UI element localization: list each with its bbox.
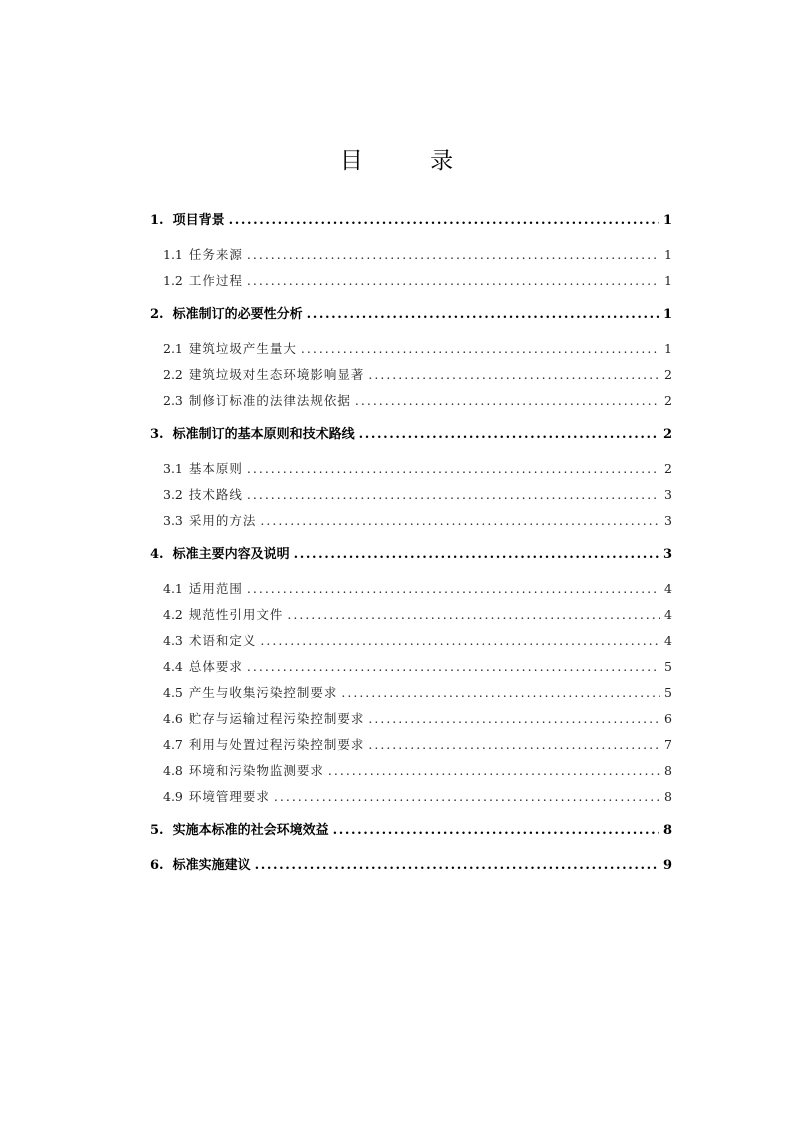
toc-entry[interactable]: [163, 245, 672, 265]
toc-entry[interactable]: [163, 709, 672, 729]
toc-entry-page: 7: [664, 737, 672, 752]
toc-entry-page: 1: [662, 307, 672, 322]
toc-entry-number: 4.4: [163, 659, 183, 674]
toc-entry[interactable]: [163, 579, 672, 599]
toc-entry-title: 适用范围: [188, 581, 243, 596]
toc-entry[interactable]: [163, 761, 672, 781]
toc-entry-number: 3.3: [163, 513, 183, 528]
toc-leader-dots: [247, 485, 660, 505]
toc-entry-number: 2.3: [163, 393, 183, 408]
toc-leader-dots: [260, 631, 660, 651]
toc-entry-title: 制修订标准的法律法规依据: [188, 393, 351, 408]
toc-leader-dots: [301, 339, 660, 359]
toc-entry-title: 标准制订的必要性分析: [172, 307, 303, 322]
toc-leader-dots: [229, 211, 659, 231]
toc-entry-title: 工作过程: [188, 273, 243, 288]
toc-entry-page: 5: [664, 685, 672, 700]
toc-leader-dots: [247, 657, 660, 677]
toc-entry-number: 4.6: [163, 711, 183, 726]
toc-entry-title: 采用的方法: [188, 513, 257, 528]
toc-entry-page: 1: [662, 213, 672, 228]
toc-entry-page: 3: [664, 513, 672, 528]
toc-entry-number: 1.1: [163, 247, 183, 262]
toc-entry-title: 建筑垃圾产生量大: [188, 341, 297, 356]
toc-entry-title: 产生与收集污染控制要求: [188, 685, 338, 700]
toc-leader-dots: [287, 605, 660, 625]
toc-entry-page: 1: [664, 273, 672, 288]
toc-leader-dots: [307, 305, 659, 325]
toc-entry-number: 3.2: [163, 487, 183, 502]
toc-entry-number: 3.1: [163, 461, 183, 476]
toc-entry[interactable]: [163, 787, 672, 807]
toc-entry[interactable]: [163, 271, 672, 291]
toc-leader-dots: [255, 856, 659, 876]
toc-entry-title: 环境和污染物监测要求: [188, 763, 324, 778]
toc-entry-number: 2.2: [163, 367, 183, 382]
toc-entry-title: 标准主要内容及说明: [172, 547, 290, 562]
toc-entry[interactable]: [163, 511, 672, 531]
toc-entry-title: 标准实施建议: [172, 858, 251, 873]
toc-leader-dots: [247, 245, 660, 265]
toc-entry-number: 4.7: [163, 737, 183, 752]
toc-entry-page: 2: [664, 367, 672, 382]
toc-entry-title: 任务来源: [188, 247, 243, 262]
toc-entry[interactable]: [150, 305, 672, 325]
toc-entry-title: 标准制订的基本原则和技术路线: [172, 427, 355, 442]
toc-entry-number: 4.3: [163, 633, 183, 648]
toc-leader-dots: [368, 735, 660, 755]
toc-entry-number: 5.: [150, 823, 164, 838]
toc-entry-page: 4: [664, 633, 672, 648]
toc-entry-number: 4.9: [163, 789, 183, 804]
toc-entry[interactable]: [163, 605, 672, 625]
page-title: 目 录: [339, 148, 484, 174]
toc-entry-title: 基本原则: [188, 461, 243, 476]
toc-entry-number: 2.: [150, 307, 164, 322]
toc-entry-number: 4.1: [163, 581, 183, 596]
toc-entry-page: 5: [664, 659, 672, 674]
toc-leader-dots: [328, 761, 660, 781]
toc-entry-number: 4.8: [163, 763, 183, 778]
toc-entry-page: 1: [664, 341, 672, 356]
toc-leader-dots: [247, 459, 660, 479]
toc-leader-dots: [247, 579, 660, 599]
toc-leader-dots: [247, 271, 660, 291]
toc-entry-page: 2: [662, 427, 672, 442]
toc-entry[interactable]: [163, 459, 672, 479]
toc-entry-title: 术语和定义: [188, 633, 257, 648]
toc-entry-page: 4: [664, 607, 672, 622]
toc-entry-page: 1: [664, 247, 672, 262]
toc-leader-dots: [341, 683, 660, 703]
toc-entry-title: 项目背景: [172, 213, 225, 228]
toc-leader-dots: [368, 365, 660, 385]
toc-leader-dots: [294, 545, 659, 565]
toc-entry-page: 6: [664, 711, 672, 726]
toc-entry-number: 1.: [150, 213, 164, 228]
toc-entry[interactable]: [150, 856, 672, 876]
toc-entry-number: 2.1: [163, 341, 183, 356]
toc-leader-dots: [333, 821, 659, 841]
toc-entry-title: 建筑垃圾对生态环境影响显著: [188, 367, 365, 382]
toc-entry-number: 4.5: [163, 685, 183, 700]
toc-entry-page: 8: [664, 763, 672, 778]
toc-entry-number: 6.: [150, 858, 164, 873]
toc-entry[interactable]: [163, 391, 672, 411]
toc-entry[interactable]: [150, 425, 672, 445]
toc-leader-dots: [355, 391, 660, 411]
toc-entry-page: 2: [664, 461, 672, 476]
toc-entry-number: 1.2: [163, 273, 183, 288]
toc-entry[interactable]: [163, 485, 672, 505]
toc-entry[interactable]: [163, 339, 672, 359]
toc-leader-dots: [274, 787, 660, 807]
toc-entry-title: 总体要求: [188, 659, 243, 674]
toc-entry[interactable]: [163, 365, 672, 385]
toc-entry-page: 4: [664, 581, 672, 596]
toc-entry-number: 4.2: [163, 607, 183, 622]
toc-entry-title: 贮存与运输过程污染控制要求: [188, 711, 365, 726]
toc-entry[interactable]: [163, 735, 672, 755]
toc-entry-title: 实施本标准的社会环境效益: [172, 823, 329, 838]
toc-entry[interactable]: [150, 211, 672, 231]
toc-entry[interactable]: [163, 657, 672, 677]
toc-entry-number: 4.: [150, 547, 164, 562]
toc-entry[interactable]: [163, 631, 672, 651]
toc-entry[interactable]: [150, 545, 672, 565]
toc-entry-page: 8: [664, 789, 672, 804]
toc-entry-number: 3.: [150, 427, 164, 442]
toc-entry-title: 规范性引用文件: [188, 607, 284, 622]
toc-leader-dots: [260, 511, 660, 531]
toc-entry-title: 环境管理要求: [188, 789, 270, 804]
toc-leader-dots: [368, 709, 660, 729]
toc-entry-page: 9: [662, 858, 672, 873]
toc-entry-title: 利用与处置过程污染控制要求: [188, 737, 365, 752]
toc-entry-page: 3: [664, 487, 672, 502]
toc-entry-page: 8: [662, 823, 672, 838]
toc-entry[interactable]: [163, 683, 672, 703]
toc-entry[interactable]: [150, 821, 672, 841]
toc-entry-title: 技术路线: [188, 487, 243, 502]
toc-leader-dots: [359, 425, 659, 445]
toc-entry-page: 3: [662, 547, 672, 562]
toc-entry-page: 2: [664, 393, 672, 408]
